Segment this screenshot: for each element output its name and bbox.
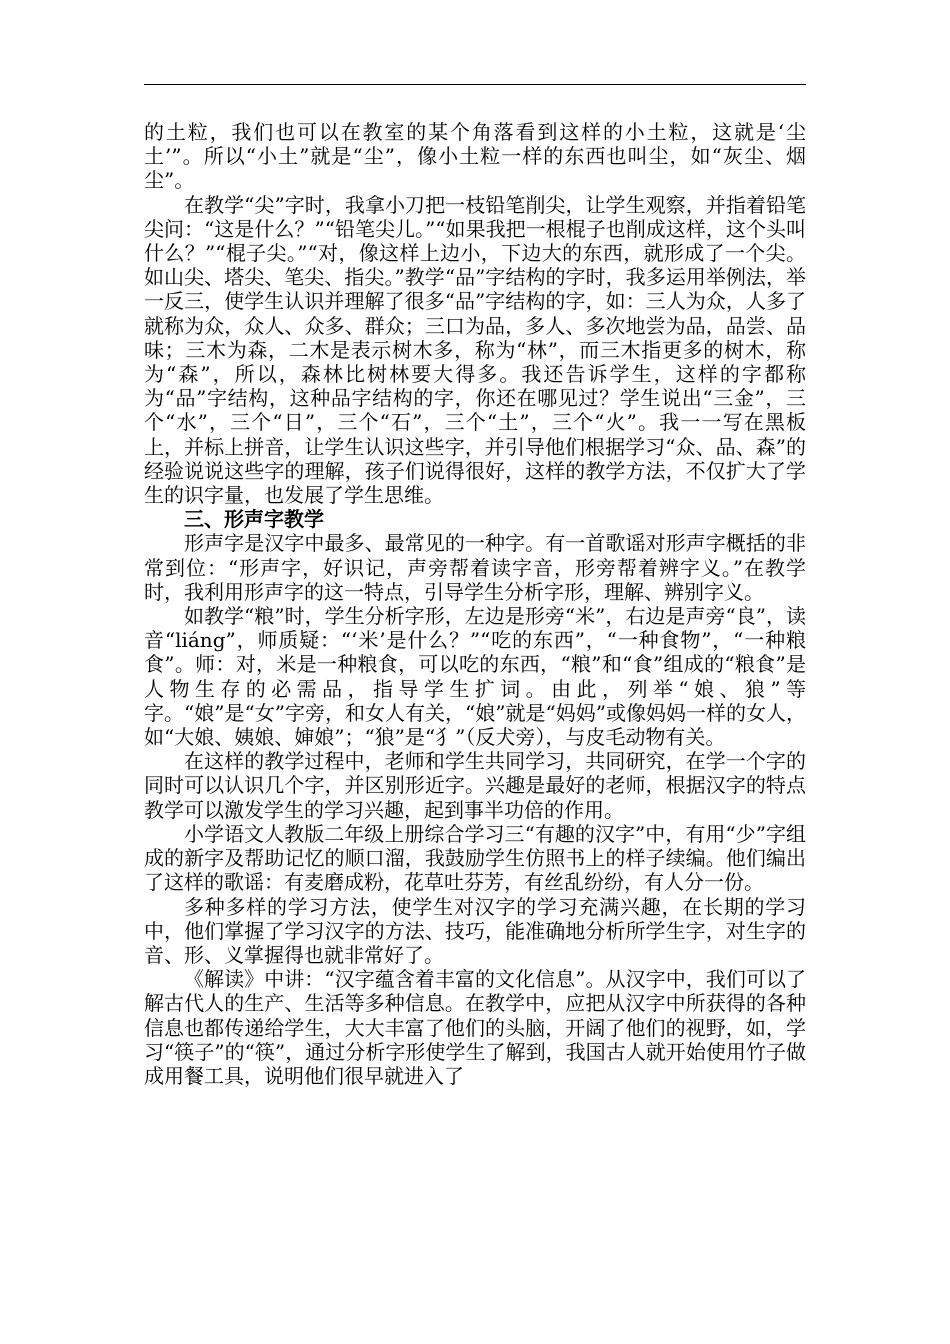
body-text — [144, 120, 806, 1088]
section-heading: 三、形声字教学 — [184, 507, 324, 532]
paragraph-interesting-characters: 小学语文人教版二年级上册综合学习三“有趣的汉字”中，有用“少”字组成的新字及帮助记忆的顺口溜，我鼓励学生仿照书上的样子续编。他们编出了这样的歌谣：有麦磨成粉，花草吐芬芳，有丝乱纷纷，有人分一份。 — [144, 821, 806, 895]
paragraph-sharp-character: 在教学“尖”字时，我拿小刀把一枝铅笔削尖，让学生观察，并指着铅笔尖问：“这是什么？”“铅笔尖儿。”“如果我把一根棍子也削成这样，这个头叫什么？”“棍子尖。”“对，像这样上边小，下边大的东西，就形成了一个尖。如山尖、塔尖、笔尖、指尖。”教学“品”字结构的字时，我多运用举例法，举一反三，使学生认识并理解了很多“品”字结构的字，如：三人为众，人多了就称为众，众人、众多、群众；三口为品，多人、多次地尝为品，品尝、品味；三木为森，二木是表示树木多，称为“林”，而三木指更多的树木，称为“森”，所以，森林比树林要大得多。我还告诉学生，这样的字都称为“品”字结构，这种品字结构的字，你还在哪见过？学生说出“三金”，三个“水”，三个“日”，三个“石”，三个“土”，三个“火”。我一一写在黑板上，并标上拼音，让学生认识这些字，并引导他们根据学习“众、品、森”的经验说说这些字的理解，孩子们说得很好，这样的教学方法，不仅扩大了学生的识字量，也发展了学生思维。 — [144, 192, 806, 508]
paragraph-phonetic-intro: 形声字是汉字中最多、最常见的一种字。有一首歌谣对形声字概括的非常到位：“形声字，好识记，声旁帮着读字音，形旁帮着辨字义。”在教学时，我利用形声字的这一特点，引导学生分析字形，理解、辨别字义。 — [144, 531, 806, 604]
paragraph-grain-character: 如教学“粮”时，学生分析字形，左边是形旁“米”，右边是声旁“良”，读音“liáng”，师质疑：“‘米’是什么？”“吃的东西”，“一种食物”，“一种粮食”。师：对，米是一种粮食，可以吃的东西，“粮”和“食”组成的“粮食”是人物生存的必需品，指导学生扩词。由此，列举“娘、狼”等字。“娘”是“女”字旁，和女人有关，“娘”就是“妈妈”或像妈妈一样的女人，如“大娘、姨娘、婶娘”；“狼”是“犭”（反犬旁），与皮毛动物有关。 — [144, 604, 806, 750]
header-rule — [144, 84, 806, 85]
paragraph-learning-methods: 多种多样的学习方法，使学生对汉字的学习充满兴趣，在长期的学习中，他们掌握了学习汉字的方法、技巧，能准确地分析所学生字，对生字的音、形、义掌握得也就非常好了。 — [144, 894, 806, 967]
paragraph-teaching-process: 在这样的教学过程中，老师和学生共同学习，共同研究，在学一个字的同时可以认识几个字，并区别形近字。兴趣是最好的老师，根据汉字的特点教学可以激发学生的学习兴趣，起到事半功倍的作用。 — [144, 749, 806, 822]
paragraph-continued: 的土粒，我们也可以在教室的某个角落看到这样的小土粒，这就是‘尘土’”。所以“小土”就是“尘”，像小土粒一样的东西也叫尘，如“灰尘、烟尘”。 — [144, 120, 806, 193]
paragraph-cultural-information: 《解读》中讲：“汉字蕴含着丰富的文化信息”。从汉字中，我们可以了解古代人的生产、生活等多种信息。在教学中，应把从汉字中所获得的各种信息也都传递给学生，大大丰富了他们的头脑，开阔了他们的视野，如，学习“筷子”的“筷”，通过分析字形使学生了解到，我国古人就开始使用竹子做成用餐工具，说明他们很早就进入了 — [144, 967, 806, 1088]
